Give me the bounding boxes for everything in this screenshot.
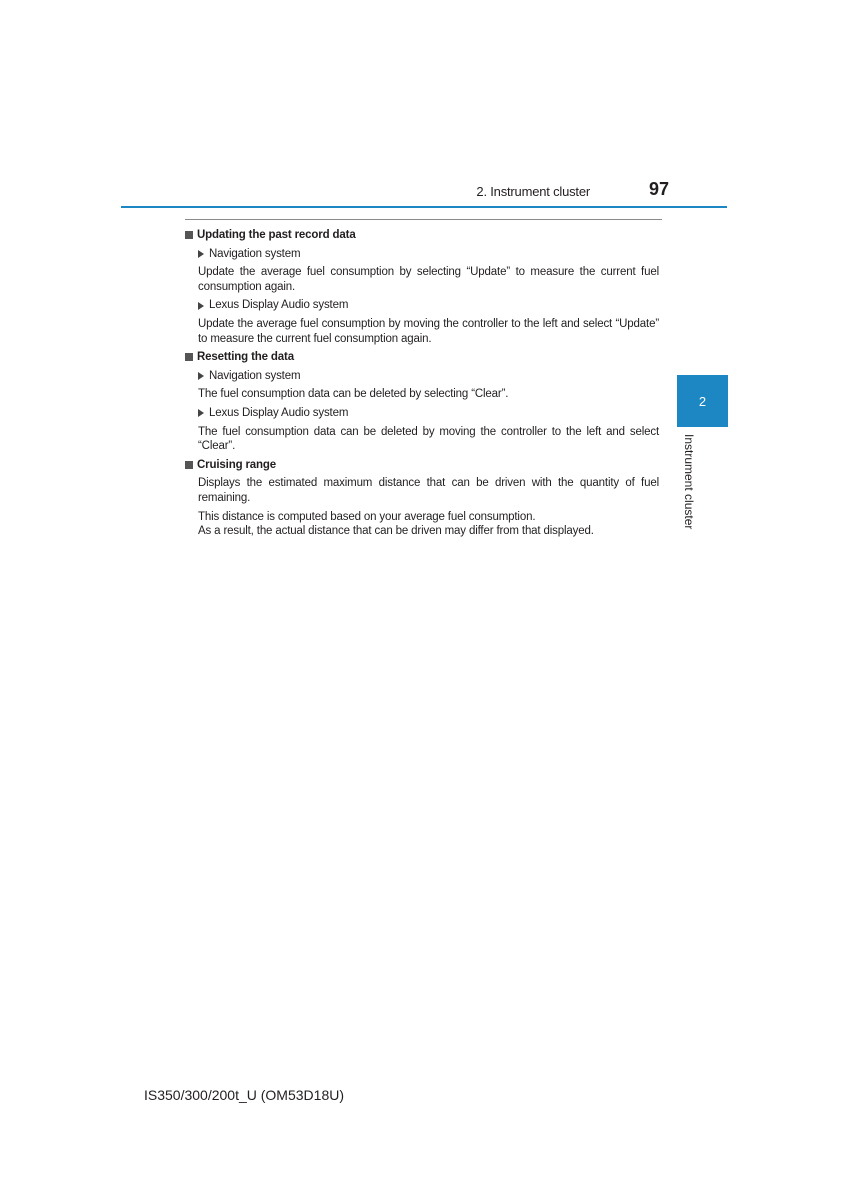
square-bullet-icon [185, 461, 193, 469]
paragraph: As a result, the actual distance that can be driven may differ from that displayed. [198, 525, 594, 538]
section-title-text: Updating the past record data [197, 229, 356, 241]
header-rule [121, 206, 727, 208]
paragraph: The fuel consumption data can be deleted by moving the controller to the left and select “Clear”. [198, 425, 659, 453]
page-number: 97 [649, 179, 670, 199]
paragraph: Update the average fuel consumption by selecting “Update” to measure the current fuel consumption again. [198, 266, 659, 293]
section-title [185, 458, 659, 473]
triangle-bullet-icon [198, 302, 204, 310]
triangle-bullet-icon [198, 250, 204, 258]
content-body [185, 228, 659, 543]
subheading-text: Navigation system [209, 369, 301, 382]
subheading-text: Lexus Display Audio system [209, 299, 349, 312]
subheading [198, 406, 659, 421]
chapter-label: Instrument cluster [682, 434, 696, 530]
section-title-text: Cruising range [197, 458, 277, 471]
triangle-bullet-icon [198, 372, 204, 380]
content-rule [185, 219, 662, 220]
square-bullet-icon [185, 231, 193, 239]
section-title [185, 350, 659, 365]
section-resetting-data [185, 350, 659, 454]
header-section-title: 2. Instrument cluster [476, 184, 590, 199]
subheading [198, 369, 659, 384]
paragraph: This distance is computed based on your average fuel consumption. [198, 510, 536, 523]
chapter-tab [677, 375, 728, 427]
section-updating-past-record [185, 228, 659, 346]
chapter-number: 2 [698, 393, 707, 409]
paragraph: Displays the estimated maximum distance that can be driven with the quantity of fuel remaining. [198, 477, 659, 504]
square-bullet-icon [185, 353, 193, 361]
triangle-bullet-icon [198, 409, 204, 417]
paragraph: Update the average fuel consumption by moving the controller to the left and select “Update” to measure the current fuel consumption again. [198, 317, 659, 345]
section-title-text: Resetting the data [197, 351, 294, 364]
section-title [185, 228, 659, 243]
paragraph: The fuel consumption data can be deleted by selecting “Clear”. [198, 388, 509, 401]
subheading-text: Navigation system [209, 247, 301, 260]
subheading [198, 247, 659, 262]
section-cruising-range [185, 458, 659, 539]
footer-model-code: IS350/300/200t_U (OM53D18U) [144, 1087, 344, 1103]
subheading [198, 298, 659, 313]
subheading-text: Lexus Display Audio system [209, 406, 349, 419]
